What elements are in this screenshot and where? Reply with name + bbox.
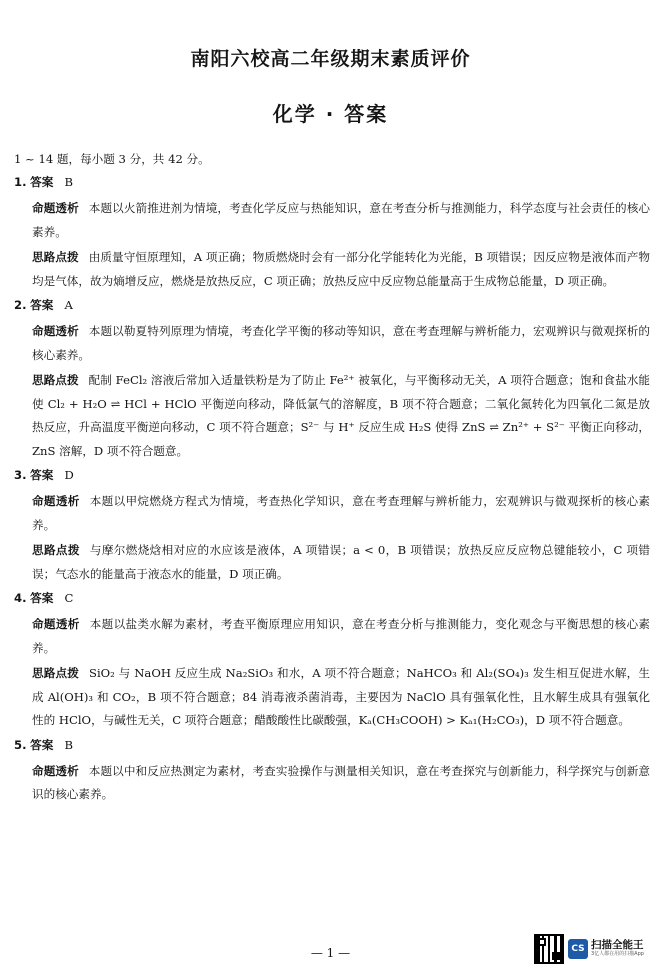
answer-value: B (64, 737, 73, 752)
answer-line (14, 465, 650, 485)
analysis-label: 命题透析 (32, 617, 80, 631)
hint-paragraph (14, 539, 650, 586)
page-title: 南阳六校高二年级期末素质评价 (190, 48, 471, 70)
answer-line (14, 172, 650, 192)
qr-code-icon (534, 934, 564, 964)
answer-label: 答案 (30, 175, 54, 189)
analysis-text: 本题以中和反应热测定为素材，考查实验操作与测量相关知识，意在考查探究与创新能力，科学探究与创新意识的核心素养。 (32, 763, 650, 801)
question-number: 4. (14, 591, 27, 605)
question-2 (14, 295, 650, 463)
scanner-app-slogan: 3亿人都在用的扫描App (591, 951, 644, 958)
hint-label: 思路点拨 (32, 543, 80, 557)
analysis-paragraph (14, 197, 650, 244)
scanner-watermark-text (591, 940, 644, 957)
analysis-text: 本题以勒夏特列原理为情境，考查化学平衡的移动等知识，意在考查理解与辨析能力，宏观辨识与微观探析的核心素养。 (32, 324, 650, 362)
hint-text: 由质量守恒原理知，A 项正确；物质燃烧时会有一部分化学能转化为光能，B 项错误；因反应物是液体而产物均是气体，故为熵增反应，燃烧是放热反应，C 项正确；放热反应中反应物总能量高于生成物总能量，D 项正确。 (32, 250, 650, 288)
question-1 (14, 172, 650, 293)
question-5 (14, 735, 650, 807)
analysis-label: 命题透析 (32, 763, 79, 778)
answer-value: C (64, 591, 74, 605)
analysis-text: 本题以盐类水解为素材，考查平衡原理应用知识，意在考查分析与推测能力，变化观念与平衡思想的核心素养。 (32, 617, 650, 655)
page-subtitle: 化学 · 答案 (272, 102, 389, 126)
scanner-app-name: 扫描全能王 (591, 939, 644, 952)
hint-text: 配制 FeCl₂ 溶液后常加入适量铁粉是为了防止 Fe²⁺ 被氧化，与平衡移动无关，A 项符合题意；饱和食盐水能使 Cl₂ + H₂O ⇌ HCl + HClO 平衡逆向移动，降低氯气的溶解度，B 项不符合题意；二氧化氮转化为四氧化二氮是放热反应，升高温度平衡逆向移动，C 项不符合题意；S²⁻ 与 H⁺ 反应生成 H₂S 使得 ZnS ⇌ Zn²⁺ + S²⁻ 平衡正向移动，ZnS 溶解，D 项不符合题意。 (32, 373, 650, 458)
analysis-label: 命题透析 (32, 494, 80, 508)
answer-content (14, 149, 650, 809)
camscanner-logo-icon: CS (568, 939, 588, 959)
hint-paragraph (14, 369, 650, 463)
analysis-paragraph (14, 760, 650, 807)
question-number: 5. (14, 737, 27, 752)
analysis-label: 命题透析 (32, 324, 79, 338)
hint-label: 思路点拨 (32, 666, 80, 680)
analysis-paragraph (14, 320, 650, 367)
answer-line (14, 588, 650, 608)
question-number: 2. (14, 298, 27, 312)
answer-line (14, 735, 650, 755)
analysis-text: 本题以火箭推进剂为情境，考查化学反应与热能知识，意在考查分析与推测能力，科学态度与社会责任的核心素养。 (32, 201, 650, 239)
analysis-paragraph (14, 490, 650, 537)
answer-label: 答案 (30, 468, 54, 482)
analysis-text: 本题以甲烷燃烧方程式为情境，考查热化学知识，意在考查理解与辨析能力，宏观辨识与微观探析的核心素养。 (32, 494, 650, 532)
hint-label: 思路点拨 (32, 373, 79, 387)
hint-label: 思路点拨 (32, 250, 79, 264)
hint-text: SiO₂ 与 NaOH 反应生成 Na₂SiO₃ 和水，A 项不符合题意；NaHCO₃ 和 Al₂(SO₄)₃ 发生相互促进水解，生成 Al(OH)₃ 和 CO₂，B 项不符合题意；84 消毒液杀菌消毒，主要因为 NaClO 具有强氧化性，且水解生成具有强氧化性的 HClO，与碱性无关，C 项符合题意；醋酸酸性比碳酸强，Kₐ(CH₃COOH) > Kₐ₁(H₂CO₃)，D 项不符合题意。 (32, 666, 650, 727)
analysis-paragraph (14, 613, 650, 660)
hint-text: 与摩尔燃烧焓相对应的水应该是液体，A 项错误；a < 0，B 项错误；放热反应反应物总键能较小，C 项错误；气态水的能量高于液态水的能量，D 项正确。 (32, 543, 650, 581)
answer-label: 答案 (30, 591, 54, 605)
analysis-label: 命题透析 (32, 201, 79, 215)
answer-label: 答案 (30, 298, 54, 312)
scoring-intro: 1 ~ 14 题，每小题 3 分，共 42 分。 (14, 152, 210, 166)
answer-value: B (64, 175, 73, 189)
question-3 (14, 465, 650, 586)
answer-label: 答案 (30, 737, 54, 752)
answer-value: A (64, 298, 73, 312)
answer-line (14, 295, 650, 315)
answer-value: D (64, 468, 74, 482)
hint-paragraph (14, 662, 650, 733)
question-4 (14, 588, 650, 733)
question-number: 3. (14, 468, 27, 482)
hint-paragraph (14, 246, 650, 293)
question-number: 1. (14, 175, 27, 189)
scanner-watermark (534, 929, 656, 969)
page-number: — 1 — (310, 946, 351, 960)
